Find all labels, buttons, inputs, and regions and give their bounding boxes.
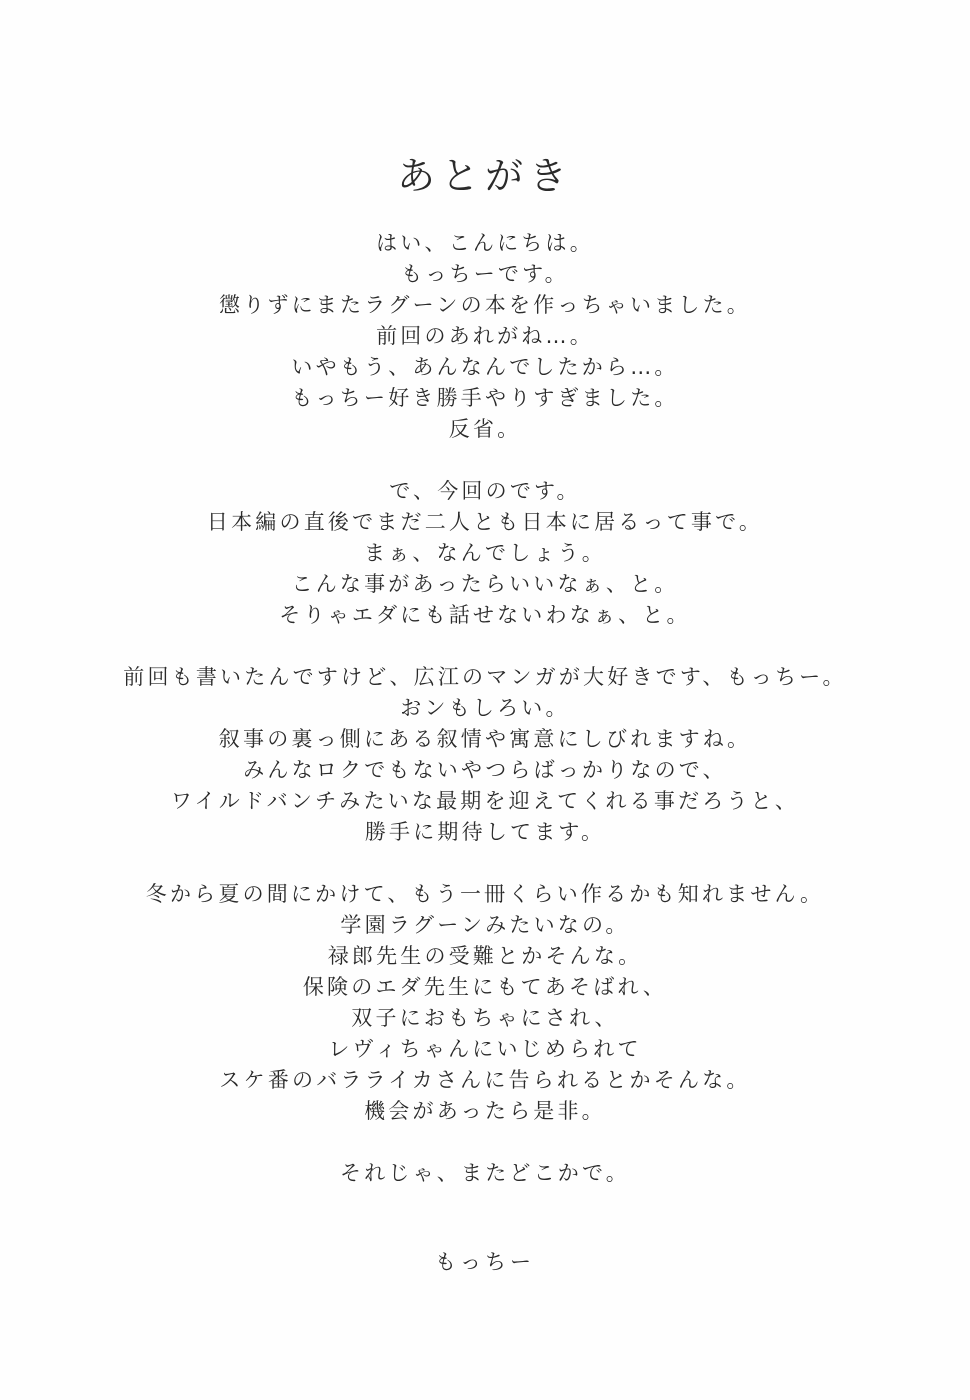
paragraph-greeting <box>0 228 970 445</box>
text-line: こんな事があったらいいなぁ、と。 <box>291 572 679 596</box>
author-signature: もっちー <box>435 1250 535 1274</box>
text-line: みんなロクでもないやつらばっかりなので、 <box>243 758 727 782</box>
text-line: 日本編の直後でまだ二人とも日本に居るって事で。 <box>206 510 764 534</box>
text-line: レヴィちゃんにいじめられて <box>328 1037 642 1061</box>
text-line: 双子におもちゃにされ、 <box>351 1006 619 1030</box>
text-line: いやもう、あんなんでしたから…。 <box>291 355 679 379</box>
text-line: 学園ラグーンみたいなの。 <box>340 913 630 937</box>
text-line: 保険のエダ先生にもてあそばれ、 <box>302 975 668 999</box>
text-line: 前回も書いたんですけど、広江のマンガが大好きです、もっちー。 <box>123 665 847 689</box>
paragraph-next-book <box>0 879 970 1127</box>
text-line: 勝手に期待してます。 <box>364 820 606 844</box>
text-line: まぁ、なんでしょう。 <box>364 541 606 565</box>
text-line: で、今回のです。 <box>389 479 581 503</box>
text-line: 冬から夏の間にかけて、もう一冊くらい作るかも知れません。 <box>145 882 825 906</box>
paragraph-this-time <box>0 476 970 631</box>
text-line: 禄郎先生の受難とかそんな。 <box>327 944 643 968</box>
paragraph-farewell <box>0 1158 970 1189</box>
text-line: はい、こんにちは。 <box>376 231 594 255</box>
text-line: ワイルドバンチみたいな最期を迎えてくれる事だろうと、 <box>170 789 800 813</box>
text-line: 叙事の裏っ側にある叙情や寓意にしびれますね。 <box>218 727 752 751</box>
text-line: もっちーです。 <box>401 262 569 286</box>
text-line: おンもしろい。 <box>400 696 570 720</box>
text-line: もっちー好き勝手やりすぎました。 <box>291 386 679 410</box>
text-line: そりゃエダにも話せないわなぁ、と。 <box>279 603 691 627</box>
text-line: 反省。 <box>448 417 522 441</box>
text-line: それじゃ、またどこかで。 <box>340 1161 630 1185</box>
text-line: 前回のあれがね…。 <box>376 324 594 348</box>
page-title: あとがき <box>396 154 573 198</box>
afterword-body <box>0 228 970 1220</box>
text-line: スケ番のバラライカさんに告られるとかそんな。 <box>219 1068 751 1092</box>
text-line: 機会があったら是非。 <box>364 1099 606 1123</box>
text-line: 懲りずにまたラグーンの本を作っちゃいました。 <box>219 293 751 317</box>
paragraph-manga <box>0 662 970 848</box>
